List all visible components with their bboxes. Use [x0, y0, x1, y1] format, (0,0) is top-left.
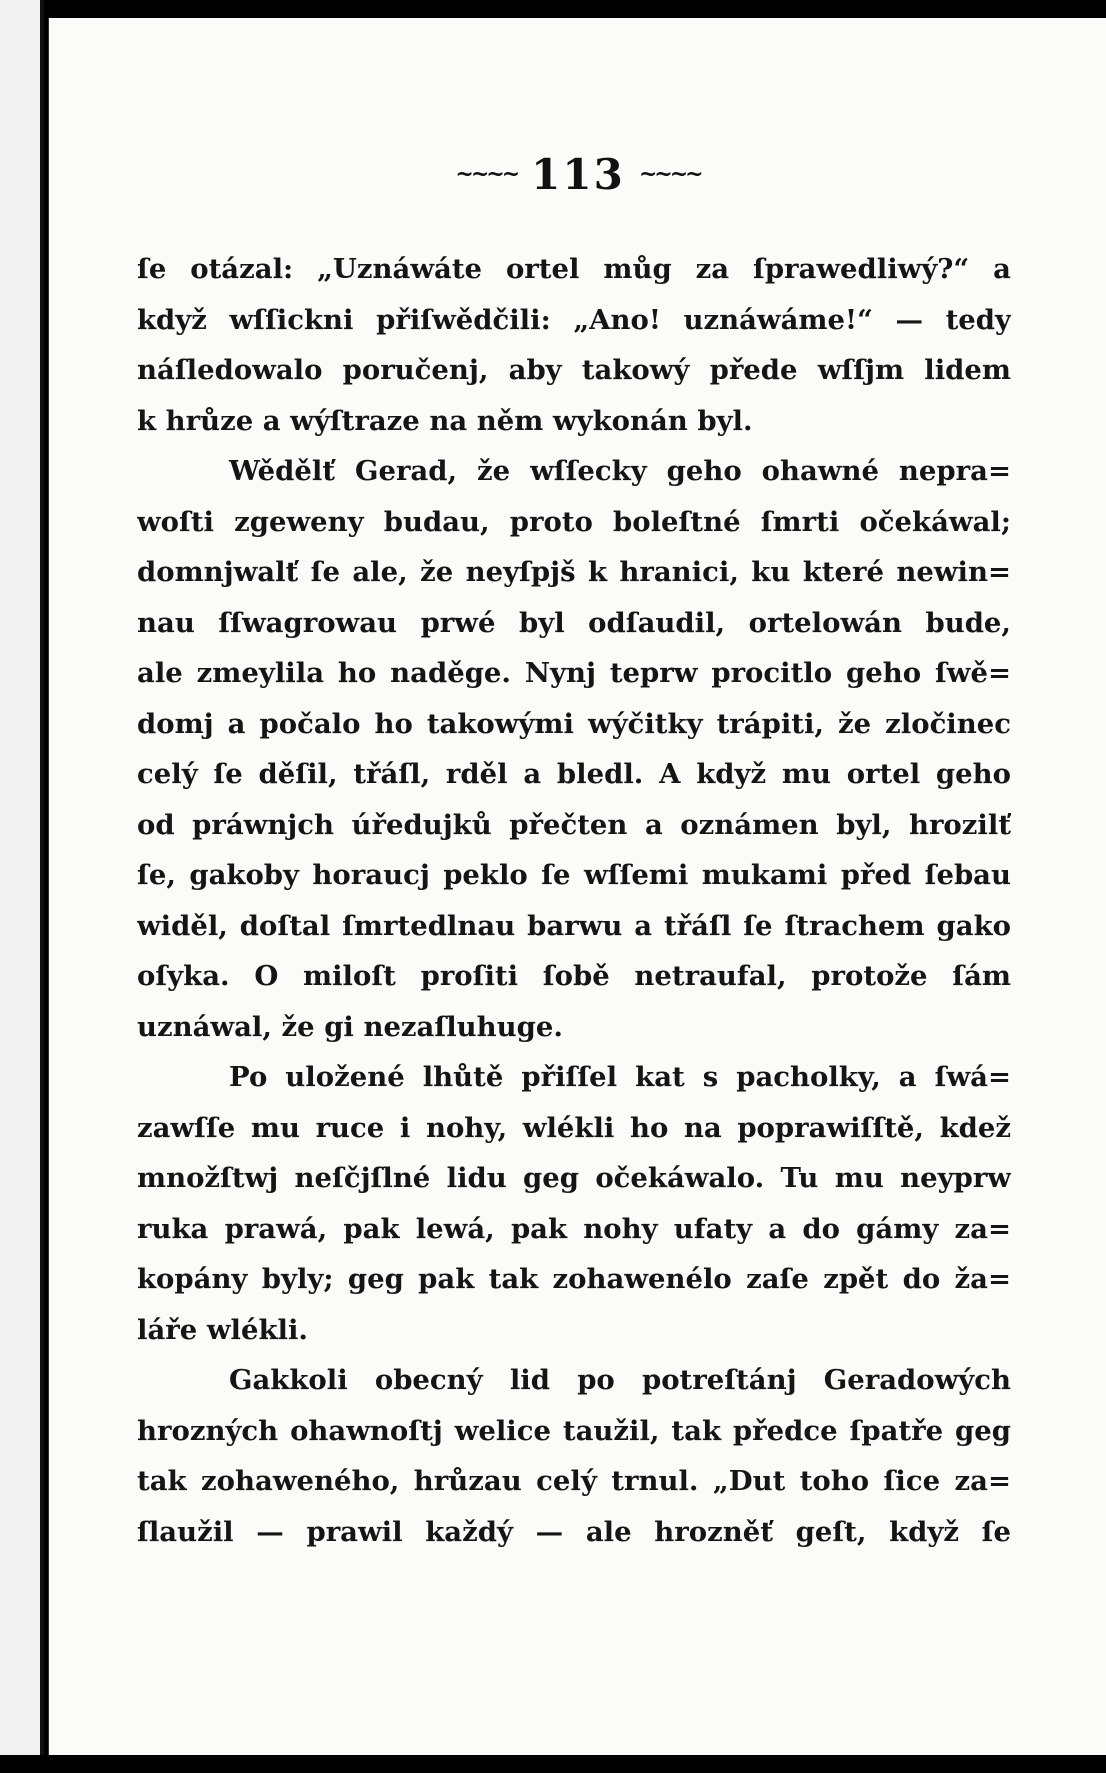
book-page — [48, 18, 1106, 1758]
text-line: zawſſe mu ruce i nohy, wlékli ho na poprawiſſtě, kdež — [137, 1111, 1011, 1144]
text-line: ruka prawá, pak lewá, pak nohy ufaty a do gámy za= — [137, 1212, 1011, 1245]
text-line: náſledowalo poručenj, aby takowý přede wſſjm lidem — [137, 354, 1011, 386]
scan-bottom-border — [0, 1755, 1106, 1773]
text-line: domj a počalo ho takowými wýčitky trápiti, že zločinec — [137, 707, 1011, 740]
text-line: celý ſe děſil, třáſl, rděl a bledl. A když mu ortel geho — [137, 758, 1011, 790]
text-line: když wſſickni přiſwědčili: „Ano! uznáwáme!“ — tedy — [137, 303, 1011, 336]
previous-page-edge — [0, 0, 40, 1773]
paragraph-start-line: Wědělť Gerad, že wſſecky geho ohawné nepra= — [229, 455, 1011, 487]
body-text — [137, 244, 1011, 1557]
text-line: nau ſſwagrowau prwé byl odſaudil, ortelowán bude, — [137, 606, 1011, 639]
text-line: hrozných ohawnoſtj welice taužil, tak předce ſpatře geg — [137, 1414, 1011, 1447]
text-line: widěl, doſtal ſmrtedlnau barwu a třáſl ſe ſtrachem gako — [137, 909, 1011, 942]
page-header — [49, 150, 1106, 199]
text-line: kopány byly; geg pak tak zohawenélo zaſe zpět do ža= — [137, 1263, 1011, 1295]
text-line: láře wlékli. — [137, 1313, 308, 1346]
text-line: tak zohaweného, hrůzau celý trnul. „Dut toho ſice za= — [137, 1465, 1011, 1497]
header-ornament-left: ~~~~ — [455, 161, 518, 187]
text-line: k hrůze a wýſtraze na něm wykonán byl. — [137, 404, 753, 437]
paragraph-start-line: Gakkoli obecný lid po potreſtánj Geradowých — [229, 1364, 1011, 1396]
paragraph-start-line: Po uložené lhůtě přiſſel kat s pacholky, a ſwá= — [229, 1061, 1011, 1093]
text-line: ſe, gakoby horaucj peklo ſe wſſemi mukami před ſebau — [137, 859, 1011, 891]
text-line: domnjwalť ſe ale, že neyſpjš k hranici, ku které newin= — [137, 556, 1011, 588]
header-ornament-right: ~~~~ — [638, 161, 701, 187]
text-line: ſlaužil — prawil každý — ale hrozněť geſt, když ſe — [137, 1515, 1011, 1548]
text-line: uznáwal, že gi nezaſluhuge. — [137, 1010, 563, 1043]
text-line: ſe otázal: „Uznáwáte ortel můg za ſprawedliwý?“ a — [137, 253, 1011, 285]
binding-gutter-line — [40, 0, 44, 1773]
text-line: množſtwj neſčjſlné lidu geg očekáwalo. Tu mu neyprw — [137, 1162, 1011, 1194]
page-number: 113 — [531, 150, 625, 199]
text-line: oſyka. O miloſt proſiti ſobě netraufal, protože ſám — [137, 960, 1011, 992]
text-line: ale zmeylila ho naděge. Nynj teprw procitlo geho ſwě= — [137, 657, 1011, 689]
text-line: woſti zgeweny budau, proto boleſtné ſmrti očekáwal; — [137, 505, 1011, 538]
text-line: od práwnjch úředujků přečten a oznámen byl, hrozilť — [137, 808, 1011, 841]
